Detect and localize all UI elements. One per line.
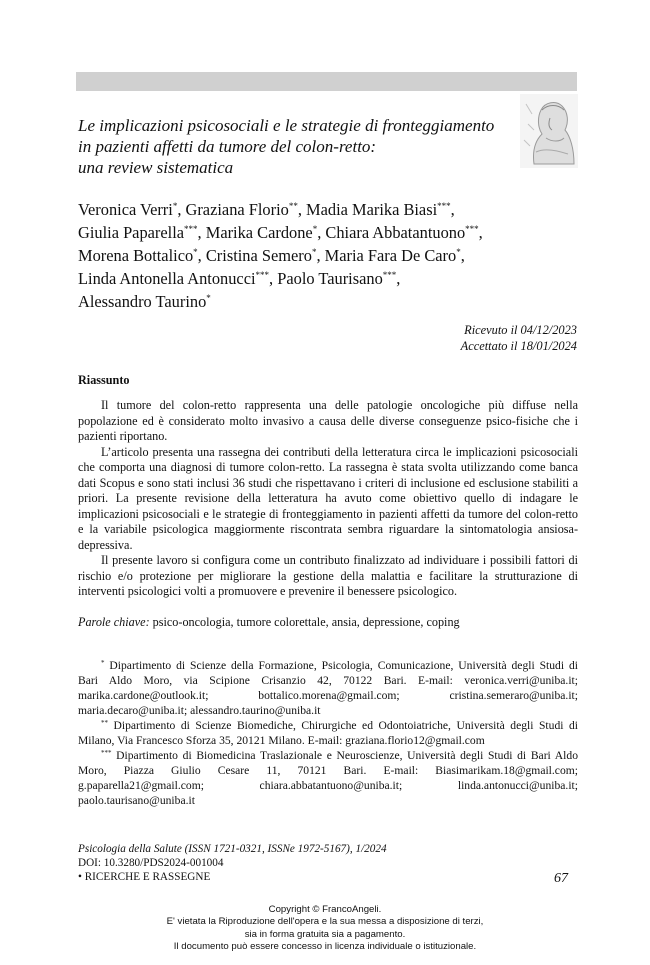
abstract-body <box>78 398 578 600</box>
keywords-text: psico-oncologia, tumore colorettale, ansia, depressione, coping <box>149 615 460 629</box>
section-label: • RICERCHE E RASSEGNE <box>78 871 211 883</box>
abstract-paragraph: Il presente lavoro si configura come un contributo finalizzato ad individuare i possibili fattori di rischio e/o protezione per migliorare la gestione della malattia e facilitare la strutturazione di interventi psicologici volti a promuovere e prevenire il benessere psicologico. <box>78 553 578 598</box>
header-band <box>76 72 577 91</box>
doi: DOI: 10.3280/PDS2024-001004 <box>78 857 224 869</box>
title-line: una review sistematica <box>78 158 234 177</box>
copyright-line: E' vietata la Riproduzione dell'opera e la sua messa a disposizione di terzi, <box>166 916 484 928</box>
publication-dates <box>461 322 577 354</box>
author: Morena Bottalico*, <box>78 246 206 265</box>
article-title <box>78 115 518 178</box>
author: Linda Antonella Antonucci***, <box>78 269 278 288</box>
page-number: 67 <box>554 871 568 886</box>
author: Chiara Abbatantuono***, <box>325 223 483 242</box>
received-date: Ricevuto il 04/12/2023 <box>464 323 577 337</box>
author: Cristina Semero*, <box>205 246 325 265</box>
copyright-line: Il documento può essere concesso in licenza individuale o istituzionale. <box>173 941 477 953</box>
journal-citation: Psicologia della Salute (ISSN 1721-0321, ISSNe 1972-5167), 1/2024 <box>78 843 387 855</box>
author: Veronica Verri*, <box>78 200 186 219</box>
affiliation: ** Dipartimento di Scienze Biomediche, Chirurgiche ed Odontoiatriche, Università degli Studi di Milano, Via Francesco Sforza 35, 20121 Milano. E-mail: graziana.florio12@gmail.com <box>78 719 578 747</box>
author: Graziana Florio**, <box>185 200 307 219</box>
author: Madia Marika Biasi***, <box>306 200 455 219</box>
author: Maria Fara De Caro*, <box>324 246 465 265</box>
title-line: in pazienti affetti da tumore del colon-retto: <box>78 137 377 156</box>
copyright-notice <box>0 904 650 954</box>
accepted-date: Accettato il 18/01/2024 <box>460 339 577 353</box>
affiliations <box>78 658 578 808</box>
title-line: Le implicazioni psicosociali e le strategie di fronteggiamento <box>78 116 495 135</box>
journal-info <box>78 842 578 884</box>
journal-portrait-icon <box>520 94 578 168</box>
copyright-line: Copyright © FrancoAngeli. <box>268 904 382 915</box>
author-list <box>78 198 583 313</box>
affiliation: * Dipartimento di Scienze della Formazione, Psicologia, Comunicazione, Università degli Studi di Bari Aldo Moro, via Scipione Crisanzio 42, 70122 Bari. E-mail: veronica.verri@uniba.it; marika.cardone@outlook.it; bottalico.morena@gmail.com; cristina.semeraro@uniba.it; maria.decaro@uniba.it; alessandro.taurino@uniba.it <box>78 659 578 717</box>
abstract-paragraph: L’articolo presenta una rassegna dei contributi della letteratura circa le implicazioni psicosociali che comporta una diagnosi di tumore colon-retto. La rassegna è stata svolta utilizzando come banca dati Scopus e sono stati inclusi 36 studi che rispettavano i criteri di inclusione ed esclusione stabiliti a priori. La presente revisione della letteratura ha avuto come obiettivo quello di indagare le implicazioni psicosociali e le strategie di fronteggiamento in pazienti affetti da tumore del colon-retto e la variabile psicologica maggiormente riscontrata sembra riguardare la sintomatologia ansiosa-depressiva. <box>78 444 578 552</box>
author: Alessandro Taurino* <box>78 292 211 311</box>
keywords-label: Parole chiave: <box>78 615 150 629</box>
abstract-heading: Riassunto <box>78 373 130 387</box>
author: Paolo Taurisano***, <box>277 269 401 288</box>
abstract-paragraph: Il tumore del colon-retto rappresenta una delle patologie oncologiche più diffuse nella popolazione ed è considerato molto invasivo a causa delle diverse conseguenze psico-fisiche che i pazienti riportano. <box>78 398 578 443</box>
author: Giulia Paparella***, <box>78 223 206 242</box>
affiliation: *** Dipartimento di Biomedicina Traslazionale e Neuroscienze, Università degli Studi di Bari Aldo Moro, Piazza Giulio Cesare 11, 70121 Bari. E-mail: Biasimarikam.18@gmail.com; g.paparella21@gmail.com; chiara.abbatantuono@uniba.it; linda.antonucci@uniba.it; paolo.taurisano@uniba.it <box>78 749 578 807</box>
author: Marika Cardone*, <box>205 223 326 242</box>
copyright-line: sia in forma gratuita sia a pagamento. <box>244 928 406 940</box>
keywords <box>78 615 578 631</box>
